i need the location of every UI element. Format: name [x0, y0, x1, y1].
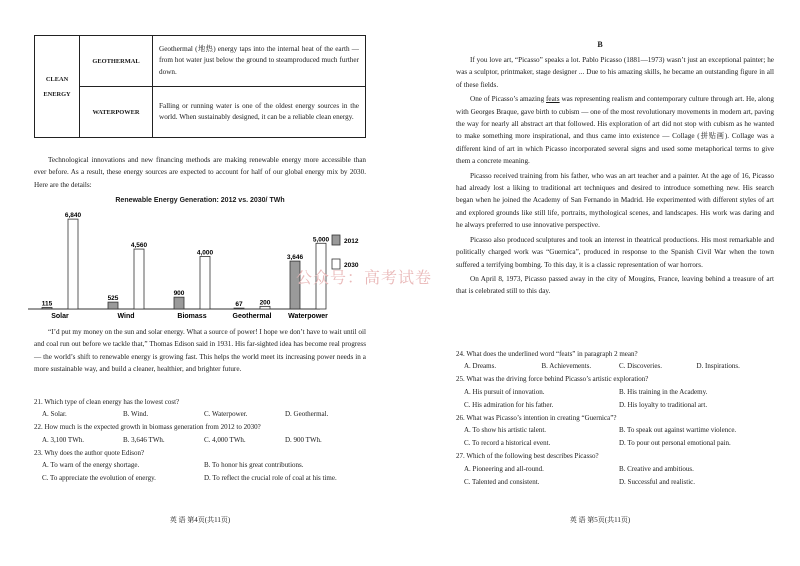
right-questions [456, 348, 774, 489]
answer-option[interactable]: A. To show his artistic talent. [464, 426, 547, 435]
passage-paragraph: Picasso also produced sculptures and took an interest in theatrical productions. His most remarkable and politically charged work was “Guernica”, produced in response to the Spanish Civil War when the town suffered a terrifying bombing. To this day, it is a classic representation of war horrors. [456, 235, 774, 269]
passage-paragraph: On April 8, 1973, Picasso passed away in the city of Mougins, France, leaving behind a treasure of art that is celebrated still to this day. [456, 274, 774, 296]
bar-2012-geothermal [234, 308, 244, 309]
legend-swatch [332, 235, 340, 245]
bar-2030-solar [68, 219, 78, 309]
answer-option[interactable]: A. To warn of the energy shortage. [42, 461, 140, 470]
question-stem: 24. What does the underlined word “feats” in paragraph 2 mean? [456, 350, 638, 358]
watermark: 公众号：高考试卷 [296, 268, 433, 287]
answer-option[interactable]: B. 3,646 TWh. [123, 435, 165, 444]
answer-option[interactable]: C. Discoveries. [619, 362, 662, 371]
answer-option[interactable]: D. His loyalty to traditional art. [619, 400, 708, 409]
answer-option[interactable]: D. Successful and realistic. [619, 477, 696, 486]
answer-option[interactable]: A. His pursuit of innovation. [464, 387, 545, 396]
answer-option[interactable]: B. To honor his great contributions. [204, 461, 304, 470]
table-desc-waterpower: Falling or running water is one of the oldest energy sources in the world. When sustainably designed, it can be a reliable clean energy. [153, 87, 366, 138]
data-label: 4,000 [196, 249, 214, 257]
picasso-passage [456, 54, 774, 300]
answer-option[interactable]: C. To record a historical event. [464, 439, 551, 448]
left-page-footer: 英 语 第4页(共11页) [169, 516, 231, 524]
passage-paragraph: If you love art, “Picasso” speaks a lot. Pablo Picasso (1881—1973) wasn’t just an exceptional painter; he was a sculptor, printmaker, stage designer ... Due to his amazing skills, he became an outstanding figure in all of these fields. [456, 56, 774, 89]
answer-option[interactable]: C. Talented and consistent. [464, 477, 540, 486]
answer-option[interactable]: C. 4,000 TWh. [204, 435, 246, 444]
answer-option[interactable]: C. Waterpower. [204, 410, 248, 419]
energy-table [34, 35, 366, 138]
answer-option[interactable]: B. Achievements. [541, 362, 592, 371]
bar-2012-wind [108, 302, 118, 309]
category-label: Waterpower [288, 313, 328, 320]
passage-paragraph: Picasso received training from his father, who was an art teacher and a painter. At the age of 16, Picasso had already lost a liking to traditional art techniques and desired to introduce something new. His search began when he joined the Academy of San Fernando in Madrid. He experimented with different styles of art and explored grounds like still life, portraits, mythological scenes, and landscapes. His work was daring and he always preferred to use innovative perspective. [456, 171, 774, 230]
bar-2030-wind [134, 249, 144, 309]
data-label: 6,840 [64, 212, 82, 220]
passage-text: One of Picasso’s amazing [470, 95, 547, 104]
bar-2012-solar [42, 307, 52, 309]
answer-option[interactable]: D. Geothermal. [285, 410, 329, 419]
data-label: 200 [259, 299, 271, 307]
table-category-cell: CLEAN ENERGY [35, 36, 80, 138]
data-label: 67 [235, 301, 243, 309]
question-stem: 27. Which of the following best describes Picasso? [456, 452, 599, 461]
question-stem: 23. Why does the author quote Edison? [34, 448, 145, 457]
section-b-heading: B [597, 40, 603, 49]
legend-label: 2012 [344, 238, 359, 245]
question-stem: 25. What was the driving force behind Picasso’s artistic exploration? [456, 375, 649, 384]
bar-2030-geothermal [260, 306, 270, 309]
edison-quote-paragraph: “I’d put my money on the sun and solar energy. What a source of power! I hope we don’t have to wait until oil and coal run out before we tackle that,” Thomas Edison said in 1931. His far-sighted idea has become real progress — the world’s shift to renewable energy is growing fast. This helps the world meet its increasing power needs in a more sustainable way, and build a cleaner, healthier, and brighter future. [34, 328, 366, 374]
category-label: Geothermal [232, 313, 272, 320]
question-stem: 26. What was Picasso’s intention in creating “Guernica”? [456, 413, 617, 422]
table-desc-geothermal: Geothermal (地热) energy taps into the internal heat of the earth — from hot water just below the ground to steamproduced much further down. [153, 36, 366, 87]
answer-option[interactable]: A. 3,100 TWh. [42, 435, 85, 444]
intro-paragraph: Technological innovations and new financing methods are making renewable energy more accessible than ever before. As a result, these energy sources are expected to account for half of our global energy mix by 2030. Here are the details: [34, 156, 366, 189]
answer-option[interactable]: D. To pour out personal emotional pain. [619, 439, 731, 448]
data-label: 525 [107, 295, 119, 303]
answer-option[interactable]: C. To appreciate the evolution of energy. [42, 474, 156, 483]
answer-option[interactable]: A. Solar. [42, 410, 67, 419]
question-stem: 22. How much is the expected growth in biomass generation from 2012 to 2030? [34, 423, 261, 432]
data-label: 900 [173, 290, 185, 298]
right-page [400, 0, 800, 566]
category-label: Solar [51, 313, 69, 320]
data-label: 115 [41, 300, 53, 308]
energy-bar-chart [20, 205, 380, 323]
answer-option[interactable]: A. Dreams. [464, 362, 497, 371]
table-type-waterpower: WATERPOWER [80, 87, 153, 138]
left-questions [34, 396, 366, 485]
data-label: 3,646 [286, 254, 304, 262]
answer-option[interactable]: B. Wind. [123, 410, 149, 419]
passage-paragraph [456, 93, 774, 167]
data-label: 4,560 [130, 242, 148, 250]
data-label: 5,000 [312, 236, 330, 244]
bar-2030-biomass [200, 256, 210, 309]
answer-option[interactable]: B. To speak out against wartime violence. [619, 426, 737, 435]
answer-option[interactable]: B. His training in the Academy. [619, 387, 708, 396]
category-label: Wind [117, 313, 135, 320]
answer-option[interactable]: D. Inspirations. [696, 362, 740, 371]
answer-option[interactable]: C. His admiration for his father. [464, 400, 554, 409]
answer-option[interactable]: A. Pioneering and all-round. [464, 464, 544, 473]
table-type-geothermal: GEOTHERMAL [80, 36, 153, 87]
chart-title: Renewable Energy Generation: 2012 vs. 2030/ TWh [115, 197, 285, 204]
category-label: Biomass [177, 313, 207, 320]
underlined-word-feats: feats [546, 95, 560, 104]
answer-option[interactable]: D. 900 TWh. [285, 435, 322, 444]
answer-option[interactable]: D. To reflect the crucial role of coal at his time. [204, 474, 337, 483]
passage-text: was representing realism and contemporary culture through art. He, along with Georges Braque, gave birth to cubism — one of the most revolutionary movements in modern art, paving the way for nearly all abstract art that followed. His exploration of art did not stop with cubism as he wanted to make something more inspirational, and thus came into existence — Collage (拼贴画). Collage was a different kind of art in which Picasso incorporated several signs and used some metaphorical terms to give them a concrete meaning. [456, 95, 774, 166]
answer-option[interactable]: B. Creative and ambitious. [619, 464, 694, 473]
question-stem: 21. Which type of clean energy has the lowest cost? [34, 398, 180, 406]
right-page-footer: 英 语 第5页(共11页) [569, 516, 631, 524]
legend-label: 2030 [344, 262, 359, 269]
bar-2012-biomass [174, 297, 184, 309]
